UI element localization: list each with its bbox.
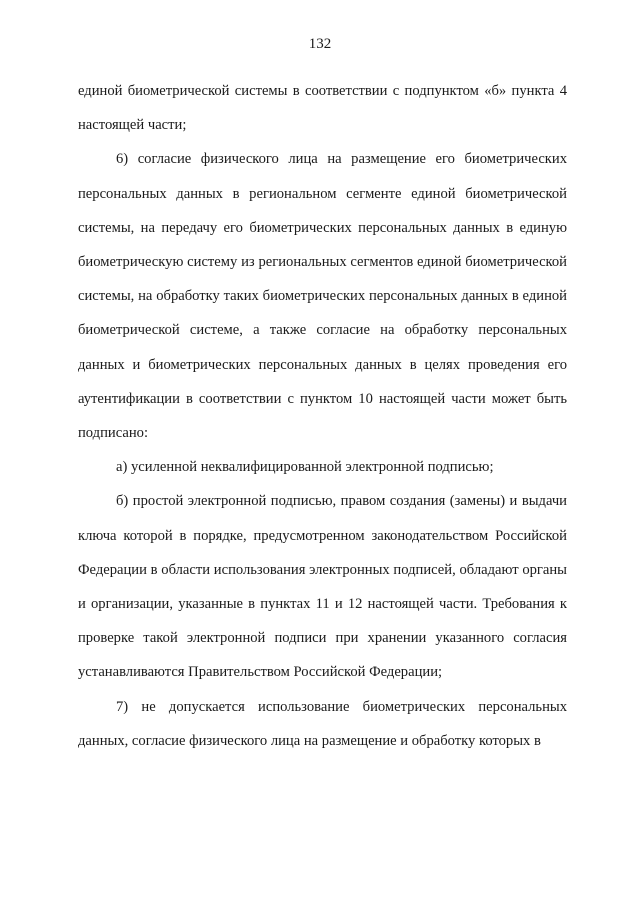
- paragraph-item-7: 7) не допускается использование биометрических персональных данных, согласие физического лица на размещение и обработку которых в: [78, 698, 567, 749]
- document-body: [78, 74, 567, 758]
- paragraph-subitem-b: б) простой электронной подписью, правом создания (замены) и выдачи ключа которой в порядке, предусмотренном законодательством Российской Федерации в области использования электронных подписей, обладают органы и организации, указанные в пунктах 11 и 12 настоящей части. Требования к проверке такой электронной подписи при хранении указанного согласия устанавливаются Правительством Российской Федерации;: [78, 493, 567, 681]
- paragraph-subitem-a: а) усиленной неквалифицированной электронной подписью;: [116, 459, 494, 476]
- page-number: 132: [308, 36, 332, 52]
- paragraph-continuation: единой биометрической системы в соответствии с подпунктом «б» пункта 4 настоящей части;: [78, 83, 567, 134]
- paragraph-item-6: 6) согласие физического лица на размещение его биометрических персональных данных в региональном сегменте единой биометрической системы, на передачу его биометрических персональных данных в единую биометрическую систему из региональных сегментов единой биометрической системы, на обработку таких биометрических персональных данных в единой биометрической системе, а также согласие на обработку персональных данных и биометрических персональных данных в целях проведения его аутентификации в соответствии с пунктом 10 настоящей части может быть подписано:: [78, 151, 567, 442]
